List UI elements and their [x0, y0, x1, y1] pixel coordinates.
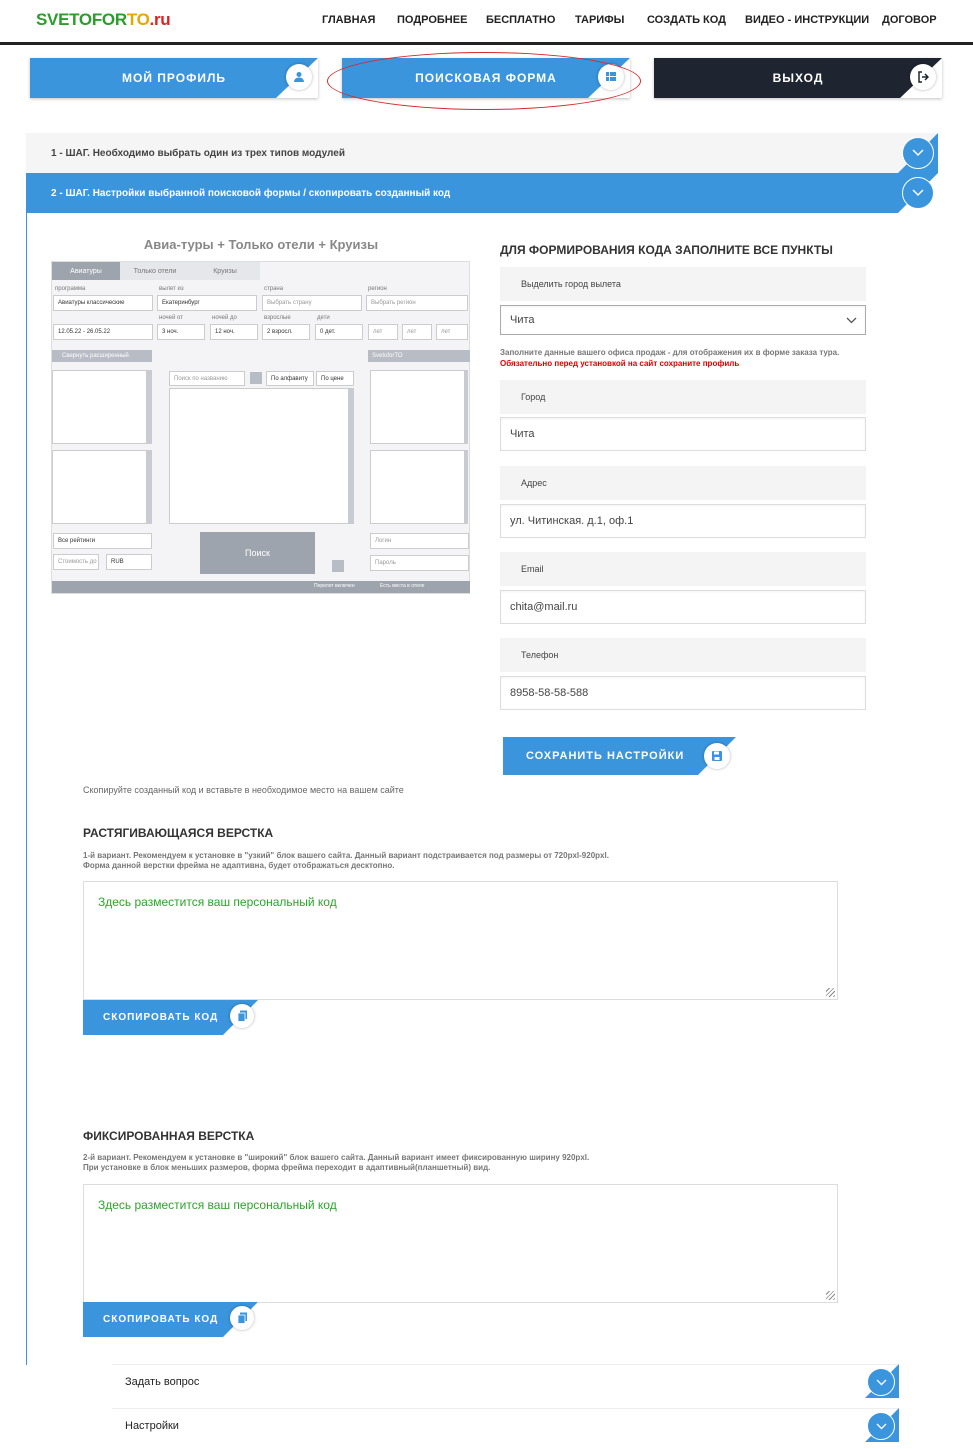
- user-icon: [286, 64, 312, 90]
- nav-video-instructions[interactable]: ВИДЕО - ИНСТРУКЦИИ: [745, 14, 870, 26]
- office-note-warning: Обязательно перед установкой на сайт сохраните профиль: [500, 359, 740, 368]
- preview-adults: 2 взросл.: [262, 324, 310, 340]
- preview-filter-icon: [250, 372, 262, 384]
- chevron-down-icon[interactable]: [902, 137, 934, 169]
- fixed-code-placeholder: Здесь разместится ваш персональный код: [98, 1198, 337, 1212]
- preview-panel-3: [370, 370, 468, 444]
- exit-button[interactable]: [654, 58, 942, 98]
- preview-panel-2: [52, 450, 152, 524]
- nav-free[interactable]: БЕСПЛАТНО: [486, 14, 556, 26]
- email-label: Email: [500, 552, 866, 586]
- stretch-code-placeholder: Здесь разместится ваш персональный код: [98, 895, 337, 909]
- step-1-accordion[interactable]: [26, 133, 938, 173]
- preview-label-kids: дети: [317, 315, 330, 321]
- preview-age-2: лет: [402, 324, 432, 340]
- stretch-title: РАСТЯГИВАЮЩАЯСЯ ВЕРСТКА: [83, 826, 274, 840]
- preview-search-button: Поиск: [200, 532, 315, 574]
- preview-nights-to: 12 ноч.: [210, 324, 258, 340]
- my-profile-button[interactable]: [30, 58, 318, 98]
- departure-value: Чита: [510, 314, 535, 326]
- preview-ratings: Все рейтинги: [53, 533, 152, 549]
- preview-label-adults: взрослые: [264, 315, 291, 321]
- chevron-down-icon[interactable]: [867, 1412, 895, 1440]
- preview-currency: RUB: [106, 554, 152, 570]
- preview-program: Авиатуры классические: [53, 295, 153, 311]
- office-note: [500, 347, 860, 369]
- floppy-disk-icon: [704, 743, 730, 769]
- departure-label: Выделить город вылета: [500, 267, 866, 301]
- save-settings-label: СОХРАНИТЬ НАСТРОЙКИ: [526, 750, 685, 762]
- step-2-label: 2 - ШАГ. Настройки выбранной поисковой формы / скопировать созданный код: [51, 187, 451, 199]
- preview-label-country: страна: [264, 286, 284, 292]
- site-logo[interactable]: [36, 10, 170, 30]
- settings-accordion[interactable]: [112, 1408, 899, 1442]
- preview-expand-icon: [332, 560, 344, 572]
- copy-icon: [230, 1004, 254, 1028]
- preview-label-nights-from: ночей от: [159, 315, 183, 321]
- exit-label: ВЫХОД: [772, 71, 824, 85]
- copy-hint: Скопируйте созданный код и вставьте в необходимое место на вашем сайте: [83, 785, 404, 795]
- save-settings-button[interactable]: [503, 737, 736, 775]
- preview-nights-from: 3 ноч.: [157, 324, 205, 340]
- preview-list: [169, 388, 354, 524]
- chevron-down-icon[interactable]: [867, 1368, 895, 1396]
- ask-question-label: Задать вопрос: [125, 1375, 200, 1388]
- fixed-desc-2: При установке в блок меньших размеров, форма фрейма переходит в адаптивный(планшетный) вид.: [83, 1163, 491, 1172]
- preview-label-program: программа: [55, 286, 86, 292]
- ask-question-accordion[interactable]: [112, 1364, 899, 1398]
- address-input[interactable]: ул. Читинская. д.1, оф.1: [500, 504, 866, 538]
- form-title: ДЛЯ ФОРМИРОВАНИЯ КОДА ЗАПОЛНИТЕ ВСЕ ПУНКТЫ: [500, 243, 833, 257]
- stretch-desc-2: Форма данной верстки фрейма не адаптивна, будет отображаться десктопно.: [83, 861, 395, 870]
- nav-tariffs[interactable]: ТАРИФЫ: [575, 14, 625, 26]
- preview-label-from: вылет из: [159, 286, 184, 292]
- step-1-label: 1 - ШАГ. Необходимо выбрать один из трех типов модулей: [51, 147, 345, 159]
- stretch-description: [83, 851, 783, 871]
- resize-grip-icon[interactable]: [826, 1291, 835, 1300]
- email-input[interactable]: chita@mail.ru: [500, 590, 866, 624]
- preview-tab-cruises: Круизы: [190, 262, 260, 280]
- copy-code-label-2: СКОПИРОВАТЬ КОД: [103, 1314, 219, 1325]
- fixed-code-textarea[interactable]: [83, 1184, 838, 1303]
- step-2-accordion[interactable]: [26, 173, 938, 213]
- preview-collapse: Свернуть расширенный: [52, 350, 152, 362]
- preview-password: Пароль: [370, 555, 469, 571]
- copy-code-label-1: СКОПИРОВАТЬ КОД: [103, 1012, 219, 1023]
- preview-tab-avia: Авиатуры: [52, 262, 120, 280]
- preview-kids: 0 дет.: [315, 324, 363, 340]
- copy-code-button-2[interactable]: [83, 1302, 258, 1337]
- my-profile-label: МОЙ ПРОФИЛЬ: [121, 71, 226, 85]
- preview-tab-hotels: Только отели: [120, 262, 190, 280]
- chevron-down-icon: [846, 315, 857, 327]
- departure-select[interactable]: [500, 305, 866, 335]
- form-preview: [51, 261, 470, 594]
- preview-label-region: регион: [368, 286, 387, 292]
- resize-grip-icon[interactable]: [826, 988, 835, 997]
- city-input[interactable]: Чита: [500, 417, 866, 451]
- preview-age-3: лет: [436, 324, 468, 340]
- preview-sort-price: По цене: [316, 371, 354, 386]
- copy-code-button-1[interactable]: [83, 1000, 258, 1035]
- settings-label: Настройки: [125, 1419, 179, 1432]
- highlight-oval: [327, 52, 641, 110]
- nav-home[interactable]: ГЛАВНАЯ: [322, 14, 376, 26]
- preview-title: Авиа-туры + Только отели + Круизы: [143, 237, 379, 252]
- preview-from: Екатеринбург: [157, 295, 257, 311]
- preview-brand: SvetoforTO: [368, 350, 470, 362]
- fixed-desc-1: 2-й вариант. Рекомендуем к установке в "широкий" блок вашего сайта. Данный вариант имеет фиксированную ширину 920pxl.: [83, 1153, 590, 1162]
- phone-label: Телефон: [500, 638, 866, 672]
- nav-contract[interactable]: ДОГОВОР: [882, 14, 937, 26]
- stretch-desc-1: 1-й вариант. Рекомендуем к установке в "узкий" блок вашего сайта. Данный вариант подстраивается под размеры от 720pxl-920pxl.: [83, 851, 609, 860]
- logo-part-3: .ru: [149, 10, 171, 29]
- preview-search: Поиск по названию: [169, 371, 245, 386]
- copy-icon: [230, 1306, 254, 1330]
- logo-part-2: TO: [126, 10, 150, 29]
- stretch-code-textarea[interactable]: [83, 881, 838, 1000]
- preview-login: Логин: [370, 533, 469, 549]
- preview-region: Выбрать регион: [366, 295, 468, 311]
- preview-country: Выбрать страну: [262, 295, 362, 311]
- nav-details[interactable]: ПОДРОБНЕЕ: [397, 14, 468, 26]
- office-note-text: Заполните данные вашего офиса продаж - для отображения их в форме заказа тура.: [500, 348, 840, 357]
- preview-flight-included: Перелет включен: [314, 583, 355, 589]
- logo-part-1: SVETOFOR: [36, 10, 127, 29]
- fixed-title: ФИКСИРОВАННАЯ ВЕРСТКА: [83, 1129, 255, 1143]
- city-label: Город: [500, 380, 866, 414]
- address-label: Адрес: [500, 466, 866, 500]
- header-divider: [0, 42, 973, 45]
- preview-cost-to: Стоимость до: [53, 554, 99, 570]
- phone-input[interactable]: 8958-58-58-588: [500, 676, 866, 710]
- nav-create-code[interactable]: СОЗДАТЬ КОД: [647, 14, 726, 26]
- step-2-border: [26, 213, 27, 1365]
- preview-hotel-available: Есть места в отеле: [380, 583, 425, 589]
- search-form-label: ПОИСКОВАЯ ФОРМА: [415, 71, 557, 85]
- preview-age-1: лет: [368, 324, 398, 340]
- sign-out-icon: [910, 64, 936, 90]
- fixed-description: [83, 1153, 783, 1173]
- chevron-down-icon[interactable]: [902, 177, 934, 209]
- preview-dates: 12.05.22 - 26.05.22: [53, 324, 153, 340]
- preview-panel-1: [52, 370, 152, 444]
- preview-panel-4: [370, 450, 468, 524]
- preview-sort-alpha: По алфавиту: [266, 371, 314, 386]
- preview-label-nights-to: ночей до: [212, 315, 237, 321]
